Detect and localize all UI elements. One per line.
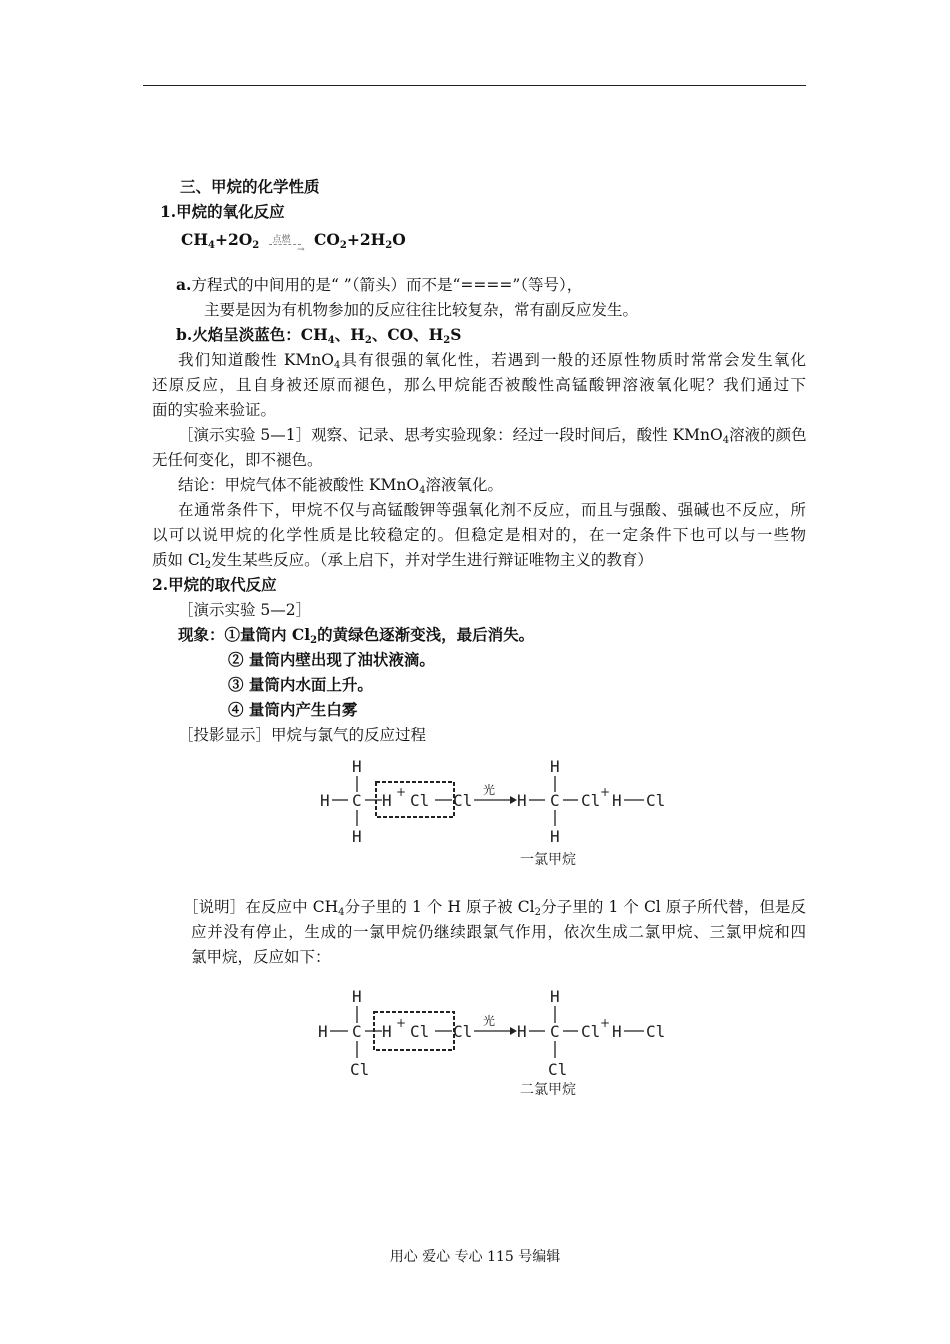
r1-top-h: H (352, 757, 362, 776)
explanation-line3: 氯甲烷，反应如下： (191, 948, 331, 966)
conclusion: 结论：甲烷气体不能被酸性 KMnO$_4$溶液氧化。 (178, 476, 503, 496)
equation-arrow: 点燃 → (269, 227, 305, 247)
equation-left: $CH_4+2O_2$ (181, 230, 260, 251)
equation-condition: 点燃 (272, 235, 291, 245)
phenomenon-2: ② 量筒内壁出现了油状液滴。 (228, 650, 435, 669)
r1-prod-carbon: C (550, 791, 560, 810)
r1-carbon: C (352, 791, 362, 810)
phenomenon-1: 现象：①量筒内 $Cl_2$的黄绿色逐渐变浅，最后消失。 (178, 625, 535, 646)
equation-right: $CO_2+2H_2O$ (314, 230, 406, 251)
subsection-substitution-title: 2.甲烷的取代反应 (152, 575, 277, 594)
r1-light: 光 (483, 783, 496, 797)
stability-line2: 以可以说甲烷的化学性质是比较稳定的。但稳定是相对的，在一定条件下也可以与一些物 (152, 526, 806, 544)
r2-boxed-cl: Cl (410, 1022, 430, 1041)
r2-boxed-h: H (382, 1022, 392, 1041)
r2-product-name: 二氯甲烷 (520, 1082, 576, 1098)
r2-plus: + (396, 1016, 407, 1030)
note-a: a.方程式的中间用的是“ ”（箭头）而不是“====”（等号）， (176, 275, 583, 294)
reaction2-diagram (310, 984, 690, 1106)
para-kmno4-line1: 我们知道酸性 KMnO$_4$具有很强的氧化性，若遇到一般的还原性物质时常常会发生氧化 (178, 351, 806, 371)
para-kmno4-line2: 还原反应，且自身被还原而褪色，那么甲烷能否被酸性高锰酸钾溶液氧化呢？我们通过下 (152, 376, 806, 394)
r1-boxed-h: H (382, 791, 392, 810)
r2-prod-top-h: H (550, 987, 560, 1006)
r2-left-h: H (318, 1022, 328, 1041)
phenomenon-3: ③ 量筒内水面上升。 (228, 675, 373, 694)
demo2-label: ［演示实验 5—2］ (178, 601, 312, 619)
note-b: b.火焰呈淡蓝色：$CH_4$、$H_2$、CO、$H_2S$ (176, 325, 462, 346)
r1-cl: Cl (453, 791, 473, 810)
r2-prod-plus: + (600, 1016, 611, 1030)
r1-prod-plus: + (600, 785, 611, 799)
page-footer: 用心 爱心 专心 115 号编辑 (389, 1249, 561, 1265)
r1-prod-cl: Cl (581, 791, 601, 810)
combustion-equation (181, 227, 406, 255)
r2-prod-cl: Cl (581, 1022, 601, 1041)
subsection-oxidation-title: 1.甲烷的氧化反应 (160, 202, 285, 221)
r1-boxed-cl: Cl (410, 791, 430, 810)
explanation-line2: 应并没有停止，生成的一氯甲烷仍继续跟氯气作用，依次生成二氯甲烷、三氯甲烷和四 (191, 923, 806, 941)
stability-line1: 在通常条件下，甲烷不仅与高锰酸钾等强氧化剂不反应，而且与强酸、强碱也不反应，所 (178, 501, 806, 519)
r1-prod-top-h: H (550, 757, 560, 776)
r1-bottom-h: H (352, 827, 362, 846)
r2-hcl-cl: Cl (646, 1022, 666, 1041)
r2-bottom-cl: Cl (350, 1060, 370, 1079)
demo1-line1: ［演示实验 5—1］观察、记录、思考实验现象：经过一段时间后，酸性 KMnO$_4$溶液的颜色 (178, 426, 807, 446)
r2-light: 光 (483, 1014, 496, 1028)
r1-prod-bottom-h: H (550, 827, 560, 846)
section-title: 三、甲烷的化学性质 (180, 177, 320, 196)
r2-prod-bottom-cl: Cl (548, 1060, 568, 1079)
r1-product-name: 一氯甲烷 (520, 852, 576, 868)
para-kmno4-line3: 面的实验来验证。 (152, 401, 277, 419)
phenomena-label: 现象： (178, 625, 225, 644)
r2-top-h: H (352, 987, 362, 1006)
r2-carbon: C (352, 1022, 362, 1041)
note-a-text: 方程式的中间用的是“ ”（箭头）而不是“====”（等号）， (191, 276, 583, 294)
phenomenon-4: ④ 量筒内产生白雾 (228, 700, 358, 719)
header-rule (143, 85, 806, 86)
r1-hcl-h: H (612, 791, 622, 810)
r2-hcl-h: H (612, 1022, 622, 1041)
explanation-line1: ［说明］在反应中 $CH_4$分子里的 1 个 H 原子被 $Cl_2$分子里的 1 个 Cl 原子所代替，但是反 (183, 898, 806, 918)
r2-prod-carbon: C (550, 1022, 560, 1041)
demo1-line2: 无任何变化，即不褪色。 (152, 451, 323, 469)
r2-cl: Cl (453, 1022, 473, 1041)
r1-hcl-cl: Cl (646, 791, 666, 810)
r2-prod-left-h: H (517, 1022, 527, 1041)
r1-prod-left-h: H (517, 791, 527, 810)
r1-plus: + (396, 785, 407, 799)
projection-label: ［投影显示］甲烷与氯气的反应过程 (178, 726, 427, 744)
stability-line3: 质如 $Cl_2$发生某些反应。（承上启下，并对学生进行辩证唯物主义的教育） (152, 551, 653, 571)
note-a-reason: 主要是因为有机物参加的反应往往比较复杂，常有副反应发生。 (204, 301, 639, 319)
reaction1-diagram (310, 752, 690, 874)
r1-left-h: H (320, 791, 330, 810)
